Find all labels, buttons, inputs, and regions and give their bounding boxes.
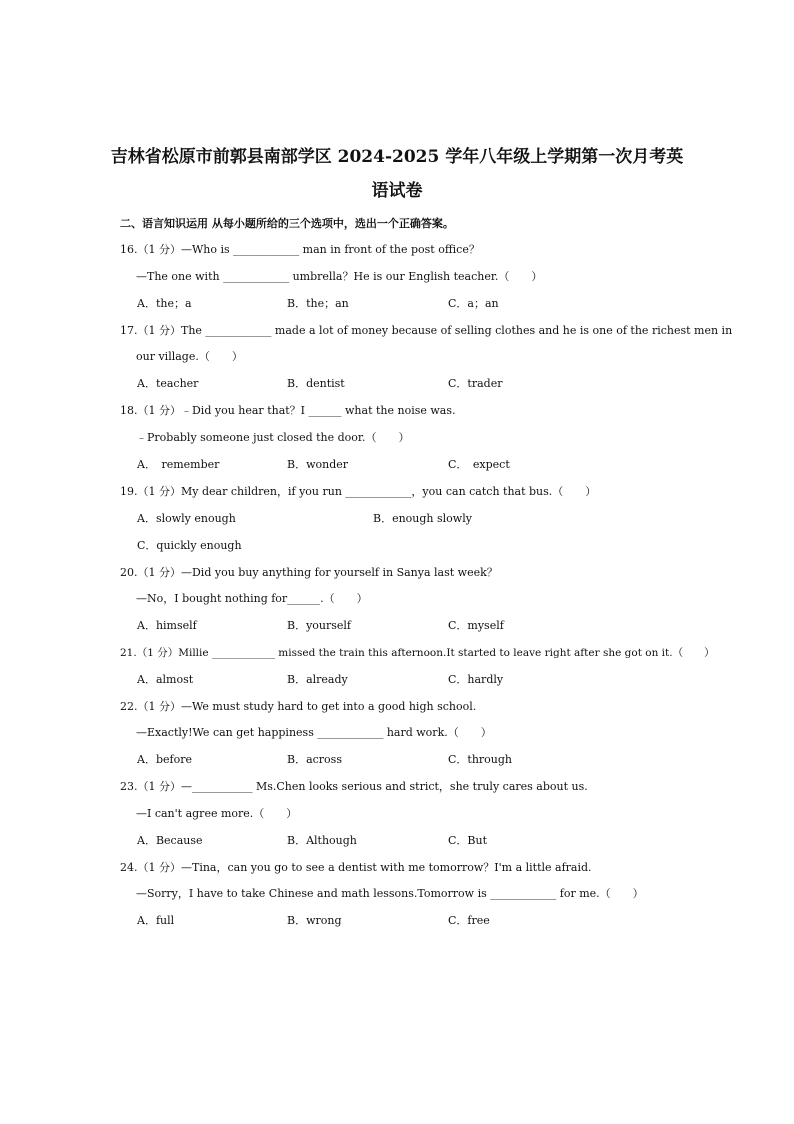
question-19-option-b[interactable]: B．enough slowly (373, 512, 472, 525)
exam-title-line-1: 吉林省松原市前郭县南部学区 2024-2025 学年八年级上学期第一次月考英 (110, 147, 684, 167)
question-16-option-c[interactable]: C．a；an (448, 297, 499, 310)
question-24-line-2: —Sorry，I have to take Chinese and math lessons.Tomorrow is ____________ for me.（ ） (136, 887, 644, 900)
question-19-option-c[interactable]: C．quickly enough (137, 539, 242, 552)
question-18-option-a[interactable]: A． remember (137, 458, 220, 471)
question-21-option-c[interactable]: C．hardly (448, 673, 504, 686)
question-20-line-2: —No，I bought nothing for______.（ ） (136, 592, 368, 605)
question-21-option-a[interactable]: A．almost (137, 673, 194, 686)
question-18-stem: 18.（1 分）﹣Did you hear that？I ______ what the noise was. (120, 404, 456, 417)
question-22-option-b[interactable]: B．across (287, 753, 342, 766)
question-20-option-a[interactable]: A．himself (137, 619, 197, 632)
exam-title-line-2: 语试卷 (371, 181, 423, 201)
question-18-option-c[interactable]: C． expect (448, 458, 510, 471)
question-22-line-2: —Exactly!We can get happiness ____________ hard work.（ ） (136, 726, 492, 739)
question-23-option-b[interactable]: B．Although (287, 834, 357, 847)
question-23-option-c[interactable]: C．But (448, 834, 488, 847)
question-23-option-a[interactable]: A．Because (137, 834, 203, 847)
question-19-option-a[interactable]: A．slowly enough (137, 512, 236, 525)
section-heading: 二、语言知识运用 从每小题所给的三个选项中，选出一个正确答案。 (120, 217, 454, 230)
question-22-option-a[interactable]: A．before (137, 753, 192, 766)
question-17-stem: 17.（1 分）The ____________ made a lot of money because of selling clothes and he is one of the richest men in (120, 324, 733, 337)
question-17-option-a[interactable]: A．teacher (137, 377, 199, 390)
question-18-line-2: ﹣Probably someone just closed the door.（ ） (136, 431, 410, 444)
question-24-option-c[interactable]: C．free (448, 914, 490, 927)
question-24-option-b[interactable]: B．wrong (287, 914, 342, 927)
question-16-line-2: —The one with ____________ umbrella？He is our English teacher.（ ） (136, 270, 543, 283)
question-23-line-2: —I can't agree more.（ ） (136, 807, 298, 820)
question-20-option-b[interactable]: B．yourself (287, 619, 352, 632)
question-17-line-2: our village.（ ） (136, 350, 243, 363)
question-18-option-b[interactable]: B．wonder (287, 458, 349, 471)
question-17-option-c[interactable]: C．trader (448, 377, 503, 390)
question-20-stem: 20.（1 分）—Did you buy anything for yourself in Sanya last week？ (120, 566, 498, 579)
question-16-stem: 16.（1 分）—Who is ____________ man in front of the post office？ (120, 243, 480, 256)
question-21-stem: 21.（1 分）Millie ____________ missed the train this afternoon.It started to leave right after she got on it.（ ） (120, 647, 715, 659)
question-24-stem: 24.（1 分）—Tina，can you go to see a dentist with me tomorrow？I'm a little afraid. (120, 861, 592, 874)
question-17-option-b[interactable]: B．dentist (287, 377, 345, 390)
question-21-option-b[interactable]: B．already (287, 673, 348, 686)
question-23-stem: 23.（1 分）—___________ Ms.Chen looks serious and strict，she truly cares about us. (120, 780, 588, 793)
question-24-option-a[interactable]: A．full (137, 914, 175, 927)
question-16-option-b[interactable]: B．the；an (287, 297, 349, 310)
question-22-option-c[interactable]: C．through (448, 753, 513, 766)
question-22-stem: 22.（1 分）—We must study hard to get into a good high school. (120, 700, 477, 713)
question-20-option-c[interactable]: C．myself (448, 619, 504, 632)
question-19-stem: 19.（1 分）My dear children，if you run ____________，you can catch that bus.（ ） (120, 485, 597, 498)
question-16-option-a[interactable]: A．the；a (137, 297, 192, 310)
